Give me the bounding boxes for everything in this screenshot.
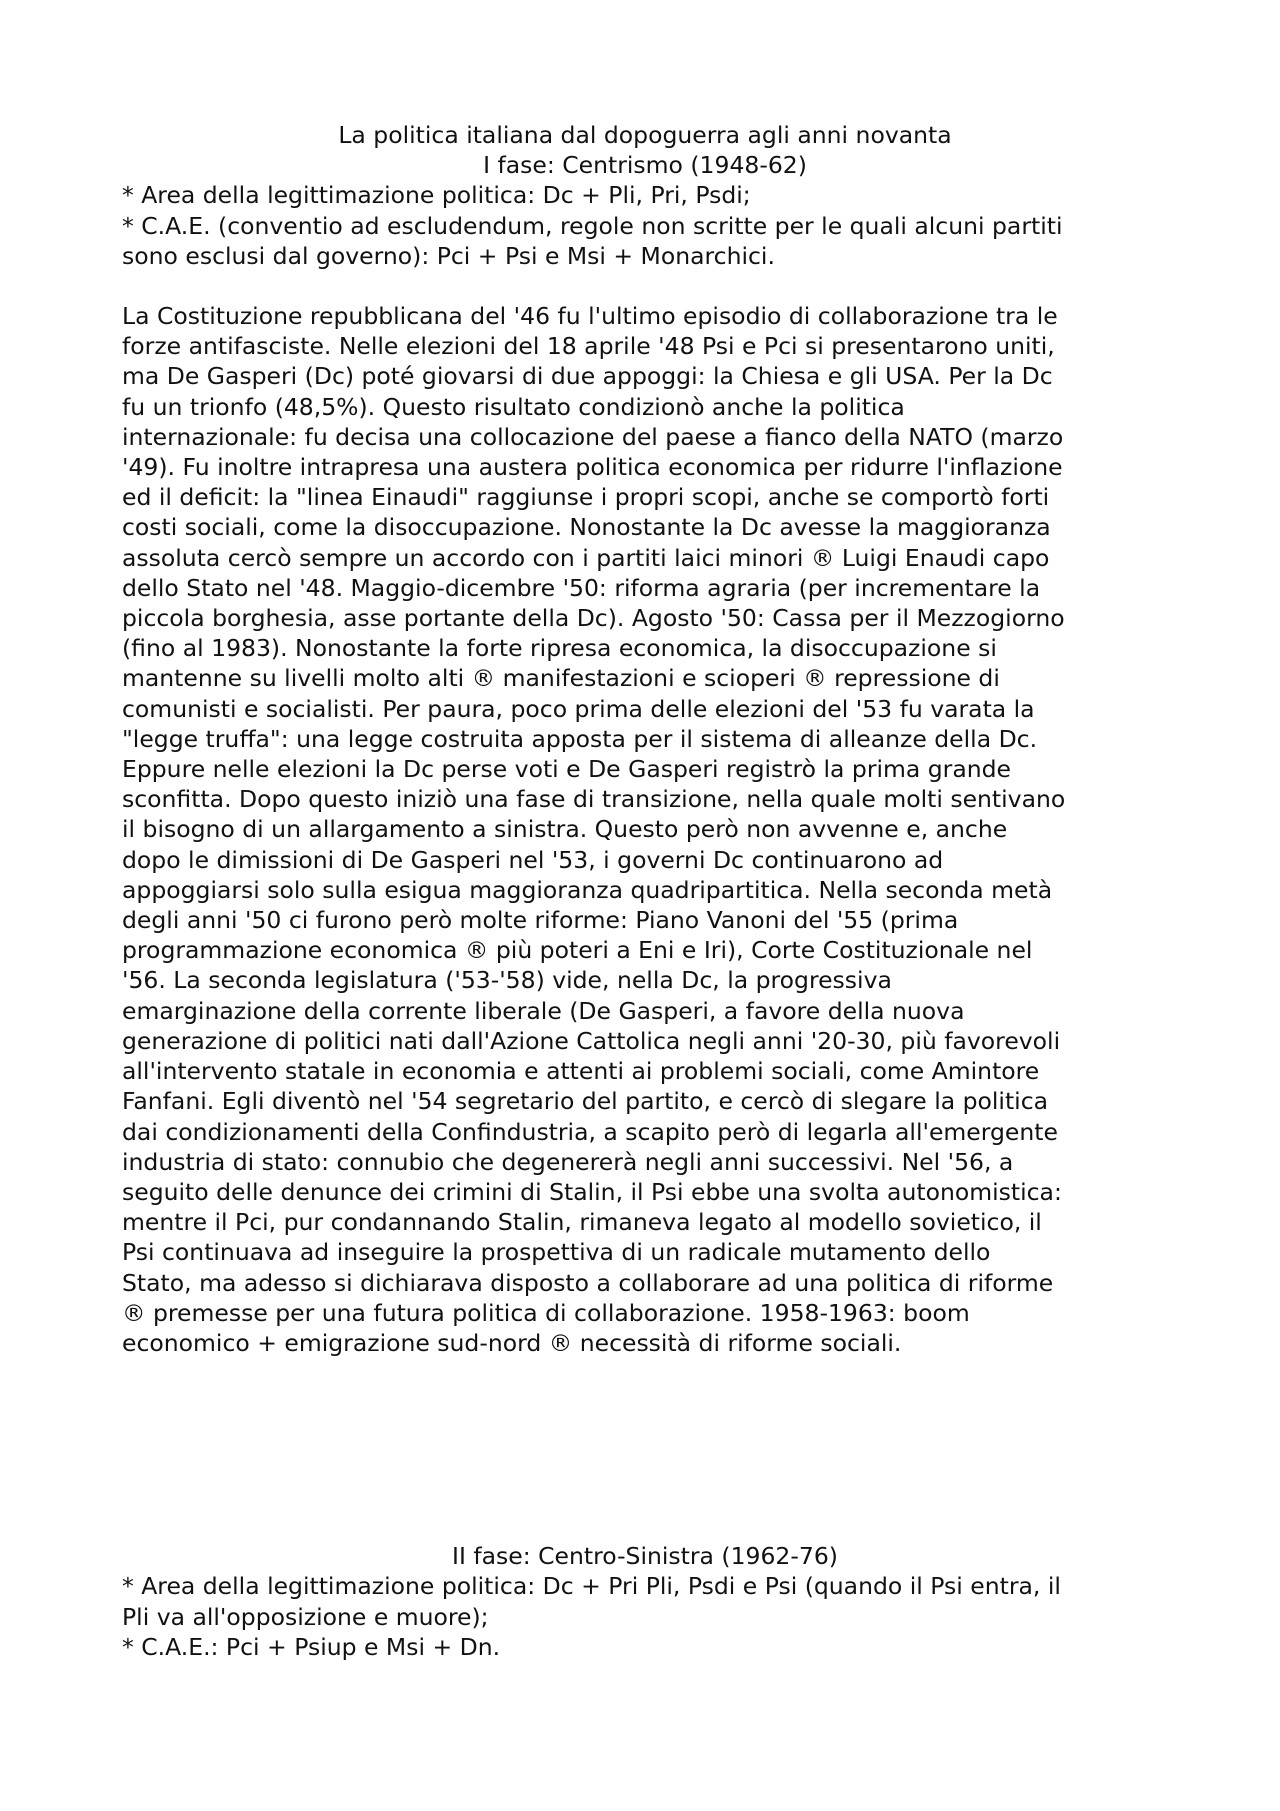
paragraph-line: (fino al 1983). Nonostante la forte ripresa economica, la disoccupazione si xyxy=(122,634,997,663)
paragraph-line: internazionale: fu decisa una collocazione del paese a fianco della NATO (marzo xyxy=(122,422,1064,451)
paragraph-line: ma De Gasperi (Dc) poté giovarsi di due appoggi: la Chiesa e gli USA. Per la Dc xyxy=(122,362,1053,391)
paragraph-line: costi sociali, come la disoccupazione. Nonostante la Dc avesse la maggioranza xyxy=(122,513,1051,542)
paragraph-line: Fanfani. Egli diventò nel '54 segretario del partito, e cercò di slegare la politica xyxy=(122,1087,1049,1116)
phase2-bullet-line: * Area della legittimazione politica: Dc + Pri Pli, Psdi e Psi (quando il Psi entra, il xyxy=(122,1572,1061,1601)
paragraph-line: dai condizionamenti della Confindustria, a scapito però di legarla all'emergente xyxy=(122,1117,1058,1146)
phase1-bullets xyxy=(122,180,1168,271)
phase2-bullet-line: Pli va all'opposizione e muore); xyxy=(122,1602,489,1631)
paragraph-line: seguito delle denunce dei crimini di Stalin, il Psi ebbe una svolta autonomistica: xyxy=(122,1177,1062,1206)
paragraph-line: industria di stato: connubio che degenererà negli anni successivi. Nel '56, a xyxy=(122,1147,1014,1176)
paragraph-line: "legge truffa": una legge costruita apposta per il sistema di alleanze della Dc. xyxy=(122,724,1038,753)
paragraph-line: forze antifasciste. Nelle elezioni del 18 aprile '48 Psi e Pci si presentarono uniti, xyxy=(122,332,1055,361)
paragraph-line: degli anni '50 ci furono però molte riforme: Piano Vanoni del '55 (prima xyxy=(122,906,959,935)
phase1-bullet-line: * Area della legittimazione politica: Dc + Pli, Pri, Psdi; xyxy=(122,181,751,210)
document-title: La politica italiana dal dopoguerra agli anni novanta xyxy=(338,121,952,149)
phase1-paragraph xyxy=(122,301,1168,1358)
paragraph-line: all'intervento statale in economia e attenti ai problemi sociali, come Amintore xyxy=(122,1057,1040,1086)
phase1-bullet-line: * C.A.E. (conventio ad escludendum, regole non scritte per le quali alcuni partiti xyxy=(122,211,1063,240)
document-page xyxy=(122,120,1168,1662)
phase2-bullet-line: * C.A.E.: Pci + Psiup e Msi + Dn. xyxy=(122,1632,501,1661)
paragraph-line: dello Stato nel '48. Maggio-dicembre '50: riforma agraria (per incrementare la xyxy=(122,573,1041,602)
phase2-heading: II fase: Centro-Sinistra (1962-76) xyxy=(452,1542,838,1571)
paragraph-line: Psi continuava ad inseguire la prospettiva di un radicale mutamento dello xyxy=(122,1238,991,1267)
paragraph-line: Eppure nelle elezioni la Dc perse voti e De Gasperi registrò la prima grande xyxy=(122,755,1012,784)
phase2-bullets xyxy=(122,1571,1168,1662)
paragraph-line: ed il deficit: la "linea Einaudi" raggiunse i propri scopi, anche se comportò forti xyxy=(122,483,1050,512)
paragraph-line: economico + emigrazione sud-nord ® necessità di riforme sociali. xyxy=(122,1328,902,1357)
paragraph-line: sconfitta. Dopo questo iniziò una fase di transizione, nella quale molti sentivano xyxy=(122,785,1066,814)
paragraph-line: generazione di politici nati dall'Azione Cattolica negli anni '20-30, più favorevoli xyxy=(122,1026,1061,1055)
paragraph-line: comunisti e socialisti. Per paura, poco prima delle elezioni del '53 fu varata la xyxy=(122,694,1035,723)
paragraph-line: appoggiarsi solo sulla esigua maggioranza quadripartitica. Nella seconda metà xyxy=(122,875,1053,904)
paragraph-line: piccola borghesia, asse portante della Dc). Agosto '50: Cassa per il Mezzogiorno xyxy=(122,604,1065,633)
phase1-heading: I fase: Centrismo (1948-62) xyxy=(483,151,807,180)
paragraph-line: '56. La seconda legislatura ('53-'58) vide, nella Dc, la progressiva xyxy=(122,966,892,995)
paragraph-line: mantenne su livelli molto alti ® manifestazioni e scioperi ® repressione di xyxy=(122,664,1000,693)
spacer xyxy=(122,271,1168,301)
paragraph-line: mentre il Pci, pur condannando Stalin, rimaneva legato al modello sovietico, il xyxy=(122,1208,1042,1237)
paragraph-line: programmazione economica ® più poteri a Eni e Iri), Corte Costituzionale nel xyxy=(122,936,1033,965)
paragraph-line: Stato, ma adesso si dichiarava disposto a collaborare ad una politica di riforme xyxy=(122,1268,1054,1297)
phase1-bullet-line: sono esclusi dal governo): Pci + Psi e Msi + Monarchici. xyxy=(122,241,775,270)
paragraph-line: fu un trionfo (48,5%). Questo risultato condizionò anche la politica xyxy=(122,392,905,421)
paragraph-line: emarginazione della corrente liberale (De Gasperi, a favore della nuova xyxy=(122,996,965,1025)
spacer xyxy=(122,1358,1168,1541)
paragraph-line: assoluta cercò sempre un accordo con i partiti laici minori ® Luigi Enaudi capo xyxy=(122,543,1050,572)
paragraph-line: il bisogno di un allargamento a sinistra. Questo però non avvenne e, anche xyxy=(122,815,1008,844)
paragraph-line: dopo le dimissioni di De Gasperi nel '53, i governi Dc continuarono ad xyxy=(122,845,944,874)
paragraph-line: '49). Fu inoltre intrapresa una austera politica economica per ridurre l'inflazione xyxy=(122,453,1063,482)
paragraph-line: ® premesse per una futura politica di collaborazione. 1958-1963: boom xyxy=(122,1298,970,1327)
paragraph-line: La Costituzione repubblicana del '46 fu l'ultimo episodio di collaborazione tra le xyxy=(122,302,1058,331)
